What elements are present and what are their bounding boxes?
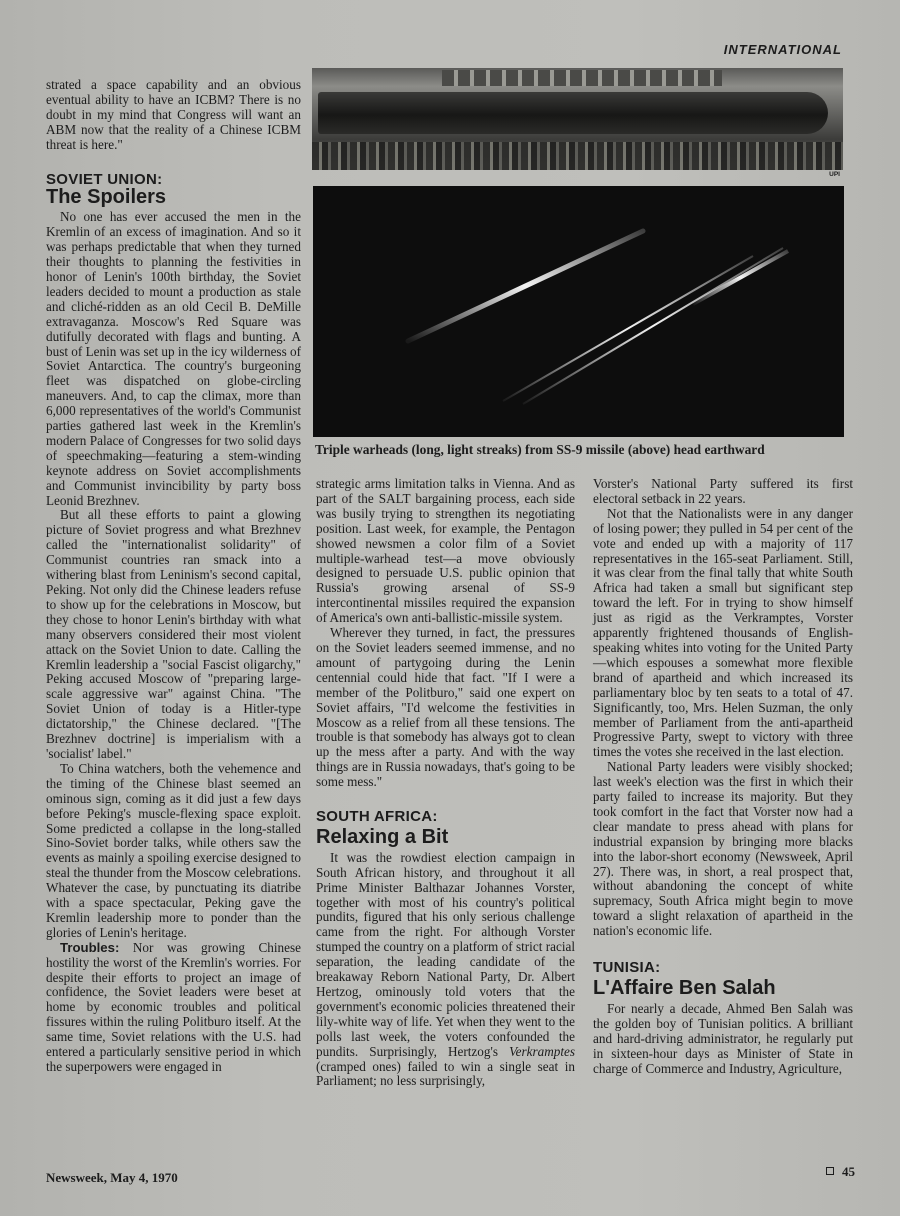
kremlin-building xyxy=(442,70,722,86)
paragraph: Wherever they turned, in fact, the pressures on the Soviet leaders seemed immense, and no amount of partygoing during the Lenin centennial could hide that fact. "If I were a member of the Politburo," said one expert on Soviet affairs, "I'd welcome the festivities in Moscow as a relief from all these tensions. The trouble is that somebody has always got to clean up the mess after a party. And with the way things are in Russia nowadays, that's going to be some mess." xyxy=(316,625,575,790)
paragraph: National Party leaders were visibly shocked; last week's election was the first in which their party failed to increase its majority. But they took comfort in the fact that Vorster now had a clear mandate to press ahead with plans for industrial expansion by bringing more blacks into the labor-short economy (Newsweek, April 27). There was, in short, a real prospect that, without abandoning the concept of white supremacy, South Africa might begin to move toward a slight relaxation of apartheid in the nation's economic life. xyxy=(593,759,853,939)
page-number: 45 xyxy=(842,1164,855,1179)
column-1 xyxy=(46,78,301,1075)
crowd xyxy=(312,142,843,170)
warhead-streak xyxy=(693,251,788,304)
paragraph: For nearly a decade, Ahmed Ben Salah was the golden boy of Tunisian politics. A brilliant and hard-driving administrator, he regularly put in sixteen-hour days as Minister of State in charge of Commerce and Industry, Agriculture, xyxy=(593,1000,853,1076)
ss9-missile xyxy=(318,92,828,134)
page-number-block xyxy=(826,1164,855,1180)
story-headline-spoilers: The Spoilers xyxy=(46,186,167,209)
section-header: INTERNATIONAL xyxy=(723,42,842,57)
photo-credit: UPI xyxy=(829,171,840,178)
photo-caption: Triple warheads (long, light streaks) from SS-9 missile (above) head earthward xyxy=(315,442,765,457)
run-in-head: Troubles: xyxy=(60,939,120,955)
paragraph xyxy=(46,941,301,1075)
end-mark-icon xyxy=(826,1167,834,1175)
paragraph-text: (cramped ones) failed to win a single seat in Parliament; no less surprisingly, xyxy=(316,1058,575,1089)
italic-term: Verkramptes xyxy=(509,1043,575,1059)
paragraph: Vorster's National Party suffered its first electoral setback in 22 years. xyxy=(593,476,853,506)
paragraph: But all these efforts to paint a glowing picture of Soviet progress and what Brezhnev called the "internationalist solidarity" of Communist countries ran smack into a withering blast from Leninism's second capital, Peking. Not only did the Chinese leaders refuse to show up for the celebrations in Moscow, but they chose to honor Lenin's birthday with what many observers considered their most violent attack on the Soviet Union to date. Calling the Kremlin leadership a "social Fascist oligarchy," Peking accused Moscow of "preparing large-scale aggressive war" against China. "The Soviet Union of today is a Hitler-type dictatorship," the Chinese declared. "[The Brezhnev doctrine] is imperialism with a 'socialist' label." xyxy=(46,507,301,761)
warhead-streaks-photo xyxy=(313,186,844,437)
paragraph-text: It was the rowdiest election campaign in South African history, and throughout it all Prime Minister Balthazar Johannes Vorster, together with most of his country's political pundits, figured that his only serious challenge came from the right. For although Vorster stumped the country on a platform of strict racial separation, the leading candidate of the breakaway Reborn National Party, Dr. Albert Hertzog, ominously told voters that the government's economic policies threatened their lily-white way of life. Yet when they went to the polls last week, the voters confounded the pundits. Surprisingly, Hertzog's xyxy=(316,849,575,1059)
warhead-streaks-graphic xyxy=(313,186,844,437)
story-kicker-tunisia: TUNISIA: xyxy=(593,959,661,977)
paragraph: strategic arms limitation talks in Vienna. And as part of the SALT bargaining process, each side was busily trying to strengthen its negotiating position. Last week, for example, the Pentagon showed newsmen a color film of a Soviet multiple-warhead test—a move obviously designed to persuade U.S. public opinion that Russia's growing arsenal of SS-9 intercontinental missiles required the expansion of America's own anti-ballistic-missile system. xyxy=(316,476,575,626)
story-kicker-south-africa: SOUTH AFRICA: xyxy=(316,808,438,826)
story-headline-relaxing: Relaxing a Bit xyxy=(316,825,449,848)
paragraph: To China watchers, both the vehemence and the timing of the Chinese blast seemed an ominous sign, coming as it did just a few days before Peking's muscle-flexing space exploit. Some predicted a collapse in the long-stalled Sino-Soviet border talks, while others saw the events as mainly a spoiling exercise designed to steal the thunder from the Moscow celebrations. Whatever the case, by punctuating its diatribe with a space spectacular, Peking gave the Kremlin leadership more to ponder than the glories of Lenin's heritage. xyxy=(46,760,301,940)
warhead-streak xyxy=(408,231,643,341)
story-headline-ben-salah: L'Affaire Ben Salah xyxy=(593,977,776,999)
missile-parade-photo xyxy=(312,68,843,170)
column-3 xyxy=(593,477,853,1076)
paragraph-text: Nor was growing Chinese hostility the worst of the Kremlin's worries. For despite their efforts to project an image of confidence, the Soviet leaders were beset at home by economic troubles and political fissures within the ruling Politburo itself. At the same time, Soviet relations with the U.S. had entered a particularly sensitive period in which the superpowers were engaged in xyxy=(46,939,301,1074)
paragraph: Not that the Nationalists were in any danger of losing power; they pulled in 54 per cent of the vote and ended up with a majority of 117 representatives in the 165-seat Parliament. Still, it was clear from the final tally that white South Africa had taken a small but significant step toward the left. For in trying to show himself just as rigid as the Verkramptes, Vorster apparently frightened thousands of English-speaking whites into voting for the United Party—which espouses a somewhat more flexible brand of apartheid and which increased its parliamentary bloc by ten seats to a total of 47. Significantly, too, Mrs. Helen Suzman, the only member of Parliament from the anti-apartheid Progressive Party, swept to victory with three times the votes she received in the last election. xyxy=(593,505,853,760)
magazine-footer: Newsweek, May 4, 1970 xyxy=(46,1170,178,1185)
column-2 xyxy=(316,477,575,1089)
continued-paragraph: strated a space capability and an obvious eventual ability to have an ICBM? There is no doubt in my mind that Congress will want an ABM now that the reality of a Chinese ICBM threat is here." xyxy=(46,77,301,152)
story-kicker-soviet: SOVIET UNION: xyxy=(46,170,163,188)
paragraph xyxy=(316,851,575,1090)
paragraph: No one has ever accused the men in the Kremlin of an excess of imagination. And so it was perhaps predictable that when they turned their thoughts to planning the festivities in honor of Lenin's 100th birthday, the Soviet leaders decided to mount a production as stale and cliché-ridden as an old Cecil B. DeMille extravaganza. Moscow's Red Square was dutifully decorated with flags and bunting. A bust of Lenin was set up in the icy wilderness of Soviet Antarctica. The country's burgeoning fleet was dispatched on globe-circling maneuvers. And, to cap the climax, more than 6,000 representatives of the world's Communist parties gathered last week in the Kremlin's modern Palace of Congresses for two solid days of speechmaking—featuring a stem-winding keynote address on Soviet accomplishments and Communist invincibility by party boss Leonid Brezhnev. xyxy=(46,209,301,508)
